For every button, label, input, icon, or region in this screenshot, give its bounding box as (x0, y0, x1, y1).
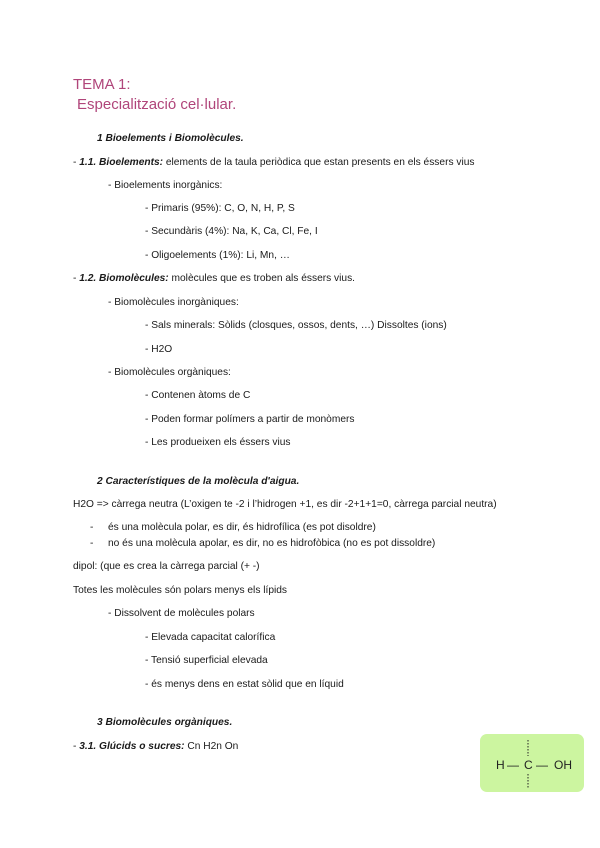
h2o-charge-line: H2O => càrrega neutra (L’oxigen te -2 i l’hidrogen +1, es dir -2+1+1=0, càrrega parcial neutra) (73, 499, 497, 510)
biomol-line (73, 272, 355, 285)
primaris-line: - Primaris (95%): C, O, N, H, P, S (145, 203, 295, 214)
section-2-heading: 2 Característiques de la molècula d'aigua. (97, 476, 300, 487)
polar-line: és una molècula polar, es dir, és hidrofílica (es pot disoldre) (108, 522, 376, 533)
page-subtitle: Especialització cel·lular. (77, 96, 237, 113)
glucids-text: Cn H2n On (184, 741, 239, 752)
glucids-line (73, 740, 238, 753)
polimers-line: - Poden formar polímers a partir de monòmers (145, 414, 355, 425)
bioelements-line (73, 156, 475, 169)
dissolvent-line: - Dissolvent de molècules polars (108, 608, 255, 619)
formula-h: H (496, 758, 505, 772)
secundaris-line: - Secundàris (4%): Na, K, Ca, Cl, Fe, I (145, 226, 318, 237)
tensio-line: - Tensió superficial elevada (145, 655, 268, 666)
inorg-line: - Bioelements inorgànics: (108, 180, 223, 191)
totes-line: Totes les molècules són polars menys els lípids (73, 585, 288, 596)
bullet-dash: - (90, 522, 94, 533)
biomol-label: 1.2. Biomolècules: (79, 273, 169, 284)
section-1-heading: 1 Bioelements i Biomolècules. (97, 133, 244, 144)
formula-dash-right: — (536, 758, 548, 772)
bullet-dash: - (73, 273, 80, 284)
carbon-formula-box (480, 734, 584, 792)
h2o-line: - H2O (145, 344, 173, 355)
bioelements-text: elements de la taula periòdica que estan presents en els éssers vius (163, 157, 475, 168)
carbon-formula-diagram (480, 734, 584, 792)
bullet-dash: - (73, 741, 80, 752)
bullet-dash: - (90, 538, 94, 549)
apolar-line: no és una molècula apolar, es dir, no es hidrofòbica (no es pot dissoldre) (108, 538, 436, 549)
sals-line: - Sals minerals: Sòlids (closques, ossos, dents, …) Dissoltes (ions) (145, 320, 447, 331)
capacitat-line: - Elevada capacitat calorífica (145, 632, 276, 643)
page-title: TEMA 1: (73, 76, 131, 93)
inorganiques-line: - Biomolècules inorgàniques: (108, 297, 239, 308)
produeixen-line: - Les produeixen els éssers vius (145, 437, 291, 448)
glucids-label: 3.1. Glúcids o sucres: (79, 741, 185, 752)
dipol-line: dipol: (que es crea la càrrega parcial (+ -) (73, 561, 260, 572)
contenen-line: - Contenen àtoms de C (145, 390, 251, 401)
menys-dens-line: - és menys dens en estat sòlid que en líquid (145, 679, 344, 690)
formula-dash-left: — (507, 758, 519, 772)
bioelements-label: 1.1. Bioelements: (79, 157, 164, 168)
organiques-line: - Biomolècules orgàniques: (108, 367, 231, 378)
oligo-line: - Oligoelements (1%): Li, Mn, … (145, 250, 290, 261)
formula-oh: OH (554, 758, 572, 772)
bullet-dash: - (73, 157, 80, 168)
section-3-heading: 3 Biomolècules orgàniques. (97, 717, 233, 728)
biomol-text: molècules que es troben als éssers vius. (168, 273, 355, 284)
formula-c: C (524, 758, 533, 772)
